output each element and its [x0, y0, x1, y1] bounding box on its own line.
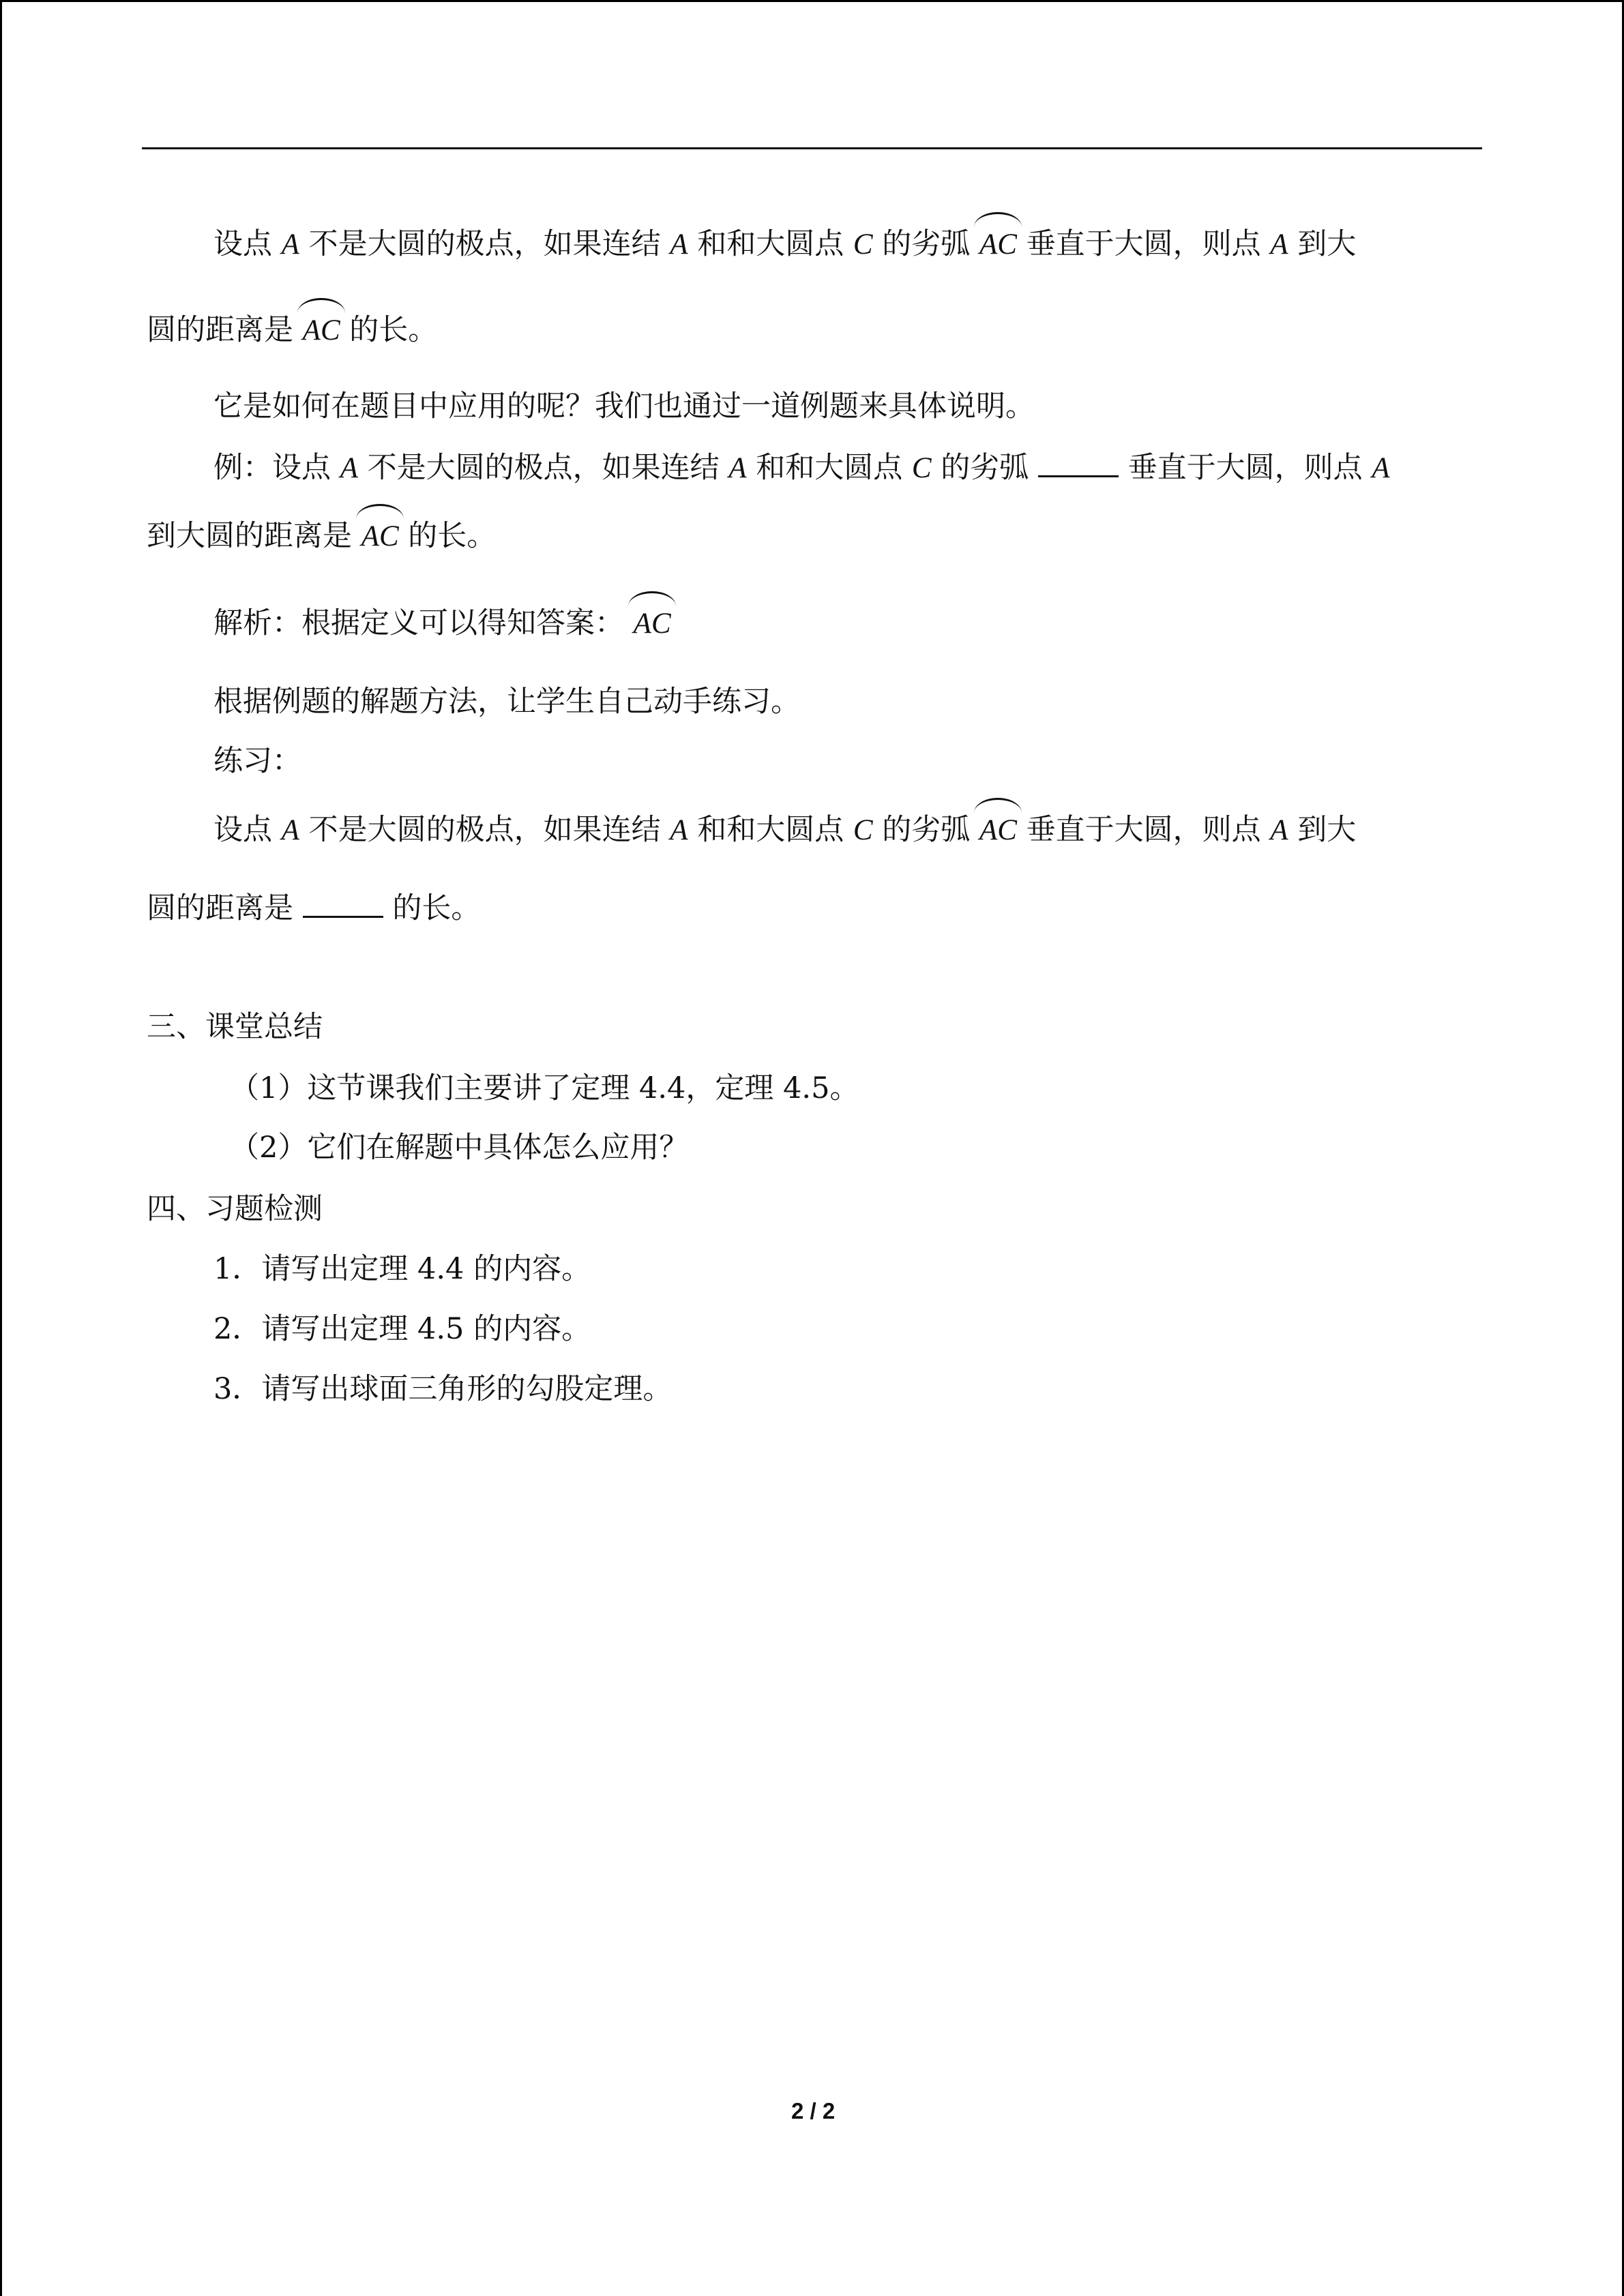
- text-segment: 和和大圆点: [756, 451, 903, 485]
- arc-ac: [303, 310, 340, 351]
- paragraph-2: 它是如何在题目中应用的呢？我们也通过一道例题来具体说明。: [213, 389, 1035, 423]
- answer-blank: [1038, 448, 1119, 477]
- text-segment: 垂直于大圆，则点: [1026, 227, 1261, 261]
- text-segment: 的长。: [392, 891, 481, 925]
- page-number: 2 / 2: [791, 2098, 836, 2123]
- text-segment: 的劣弧: [882, 813, 971, 847]
- text-segment: 例：设点: [213, 451, 331, 485]
- exercise-1: 1．请写出定理 4.4 的内容。: [213, 1252, 591, 1286]
- arc-symbol: [628, 591, 676, 606]
- arc-symbol: [974, 798, 1022, 813]
- header-rule: [142, 147, 1482, 149]
- text-segment: 不是大圆的极点，如果连结: [367, 451, 720, 485]
- arc-symbol: [974, 212, 1022, 227]
- arc-label: AC: [302, 314, 340, 346]
- text-segment: 的长。: [408, 519, 497, 553]
- arc-label: AC: [361, 520, 399, 552]
- exercise-2: 2．请写出定理 4.5 的内容。: [213, 1312, 591, 1346]
- variable-a: A: [728, 452, 747, 484]
- arc-label: AC: [979, 814, 1017, 846]
- text-segment: 圆的距离是: [147, 313, 293, 347]
- variable-c: C: [853, 814, 873, 846]
- text-segment: 垂直于大圆，则点: [1127, 451, 1363, 485]
- variable-a: A: [281, 228, 299, 260]
- section-4-title: 四、习题检测: [147, 1192, 323, 1226]
- variable-a: A: [670, 814, 688, 846]
- text-segment: 和和大圆点: [697, 813, 844, 847]
- variable-a: A: [281, 814, 299, 846]
- text-segment: 的长。: [349, 313, 438, 347]
- arc-ac: [634, 603, 671, 644]
- practice-line-2: [147, 888, 480, 929]
- page-border-top: [0, 0, 1624, 2]
- variable-a: A: [1372, 452, 1390, 484]
- example-line-1: [213, 447, 1390, 489]
- answer-blank: [303, 889, 383, 918]
- variable-a: A: [670, 228, 688, 260]
- text-segment: 不是大圆的极点，如果连结: [308, 227, 661, 261]
- text-segment: 的劣弧: [941, 451, 1029, 485]
- text-segment: 设点: [213, 227, 272, 261]
- paragraph-1-line-2: [147, 310, 437, 351]
- variable-a: A: [1270, 814, 1288, 846]
- text-segment: 的劣弧: [882, 227, 971, 261]
- text-segment: 到大: [1297, 813, 1357, 847]
- arc-label: AC: [633, 608, 671, 640]
- arc-symbol: [297, 298, 345, 313]
- summary-item-1: （1）这节课我们主要讲了定理 4.4，定理 4.5。: [230, 1071, 859, 1105]
- practice-line-1: [213, 809, 1356, 851]
- page-border-left: [0, 0, 2, 2296]
- arc-ac: [361, 516, 399, 557]
- text-segment: 到大圆的距离是: [147, 519, 352, 553]
- exercise-3: 3．请写出球面三角形的勾股定理。: [213, 1372, 673, 1406]
- text-segment: 解析：根据定义可以得知答案：: [213, 606, 624, 640]
- variable-c: C: [911, 452, 932, 484]
- variable-c: C: [853, 228, 873, 260]
- arc-label: AC: [979, 228, 1017, 260]
- summary-item-2: （2）它们在解题中具体怎么应用？: [230, 1131, 689, 1165]
- text-segment: 设点: [213, 813, 272, 847]
- example-line-2: [147, 516, 496, 557]
- text-segment: 和和大圆点: [697, 227, 844, 261]
- arc-ac: [979, 810, 1017, 851]
- paragraph-5: 根据例题的解题方法，让学生自己动手练习。: [213, 685, 800, 719]
- analysis-line: [213, 603, 671, 644]
- text-segment: 垂直于大圆，则点: [1026, 813, 1261, 847]
- arc-symbol: [356, 504, 404, 519]
- variable-a: A: [1270, 228, 1288, 260]
- text-segment: 到大: [1297, 227, 1357, 261]
- practice-label: 练习：: [213, 744, 301, 778]
- variable-a: A: [340, 452, 358, 484]
- section-3-title: 三、课堂总结: [147, 1010, 323, 1044]
- text-segment: 圆的距离是: [147, 891, 293, 925]
- text-segment: 不是大圆的极点，如果连结: [308, 813, 661, 847]
- arc-ac: [979, 224, 1017, 265]
- paragraph-1-line-1: [213, 224, 1356, 265]
